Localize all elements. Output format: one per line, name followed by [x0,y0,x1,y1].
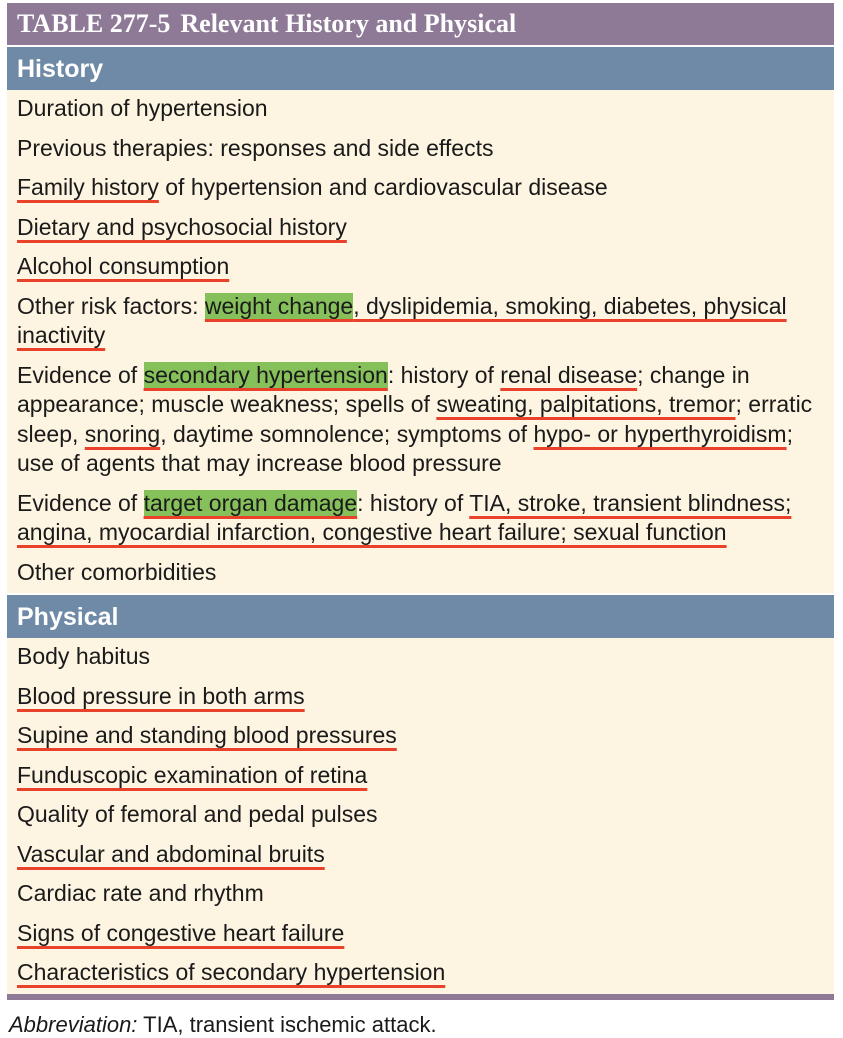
table-row [17,840,824,870]
row-text: Evidence of [17,361,144,388]
row-text: Duration of hypertension [17,95,268,121]
row-text: , daytime somnolence; symptoms of [160,420,534,447]
table-row [17,213,824,243]
row-text: of hypertension and cardiovascular disease [158,174,608,200]
table-row [17,489,824,548]
underlined-text: Alcohol consumption [17,253,230,279]
underlined-text: , dyslipidemia, smoking, diabetes, physical inactivity [17,292,787,348]
table-row [17,292,824,351]
table-title-bar [7,3,834,45]
underlined-text: Supine and standing blood pressures [17,722,397,748]
table-row [17,134,824,164]
table-row [17,919,824,949]
history-section [7,90,834,593]
highlighted-text: weight change [204,292,354,319]
table-row [17,682,824,712]
table-row [17,558,824,588]
underlined-text: Vascular and abdominal bruits [17,840,325,867]
underlined-text: hypo- or hyperthyroidism [533,420,787,447]
highlighted-text: secondary hypertension [143,361,388,388]
row-text: ; erratic sleep, [17,391,813,447]
row-text: ; change in appearance; muscle weakness; spells of [17,361,750,417]
underlined-text: Dietary and psychosocial history [17,213,347,240]
physical-section [7,638,834,994]
table-row [17,173,824,203]
table-label: TABLE 277-5 [17,9,171,38]
footnote-text: TIA, transient ischemic attack. [137,1012,437,1037]
row-text: Previous therapies: responses and side effects [17,134,494,161]
table-row [17,761,824,791]
table-row [17,642,824,672]
table-row [17,361,824,479]
section-header-history: History [7,45,834,90]
row-text: ; use of agents that may increase blood pressure [17,420,793,476]
underlined-text: Family history [17,174,159,200]
row-text: Other risk factors: [17,292,205,319]
highlighted-text: target organ damage [143,489,358,516]
row-text: Body habitus [17,643,150,669]
underlined-text: sweating, palpitations, tremor [436,391,736,417]
row-text: Other comorbidities [17,558,217,585]
row-text: : history of [387,361,501,388]
row-text: Cardiac rate and rhythm [17,880,264,906]
row-text: Evidence of [17,489,144,516]
table-row [17,721,824,751]
section-header-physical: Physical [7,593,834,638]
footnote [9,1012,437,1038]
table-title: Relevant History and Physical [180,9,517,38]
history-physical-table [7,3,834,1000]
underlined-text: TIA, stroke, transient blindness; angina, myocardial infarction, congestive heart failure; sexual function [17,489,792,545]
underlined-text: Signs of congestive heart failure [17,919,345,946]
table-bottom-rule [7,994,834,1000]
row-text: : history of [357,489,470,516]
underlined-text: Funduscopic examination of retina [17,761,368,788]
table-row [17,800,824,830]
table-row [17,94,824,124]
table-row [17,958,824,988]
underlined-text: Blood pressure in both arms [17,682,305,709]
underlined-text: renal disease [500,361,638,388]
underlined-text: Characteristics of secondary hypertension [17,959,446,985]
underlined-text: snoring [84,420,161,447]
row-text: Quality of femoral and pedal pulses [17,801,378,827]
table-row [17,252,824,282]
table-row [17,879,824,909]
footnote-label: Abbreviation: [9,1012,138,1037]
